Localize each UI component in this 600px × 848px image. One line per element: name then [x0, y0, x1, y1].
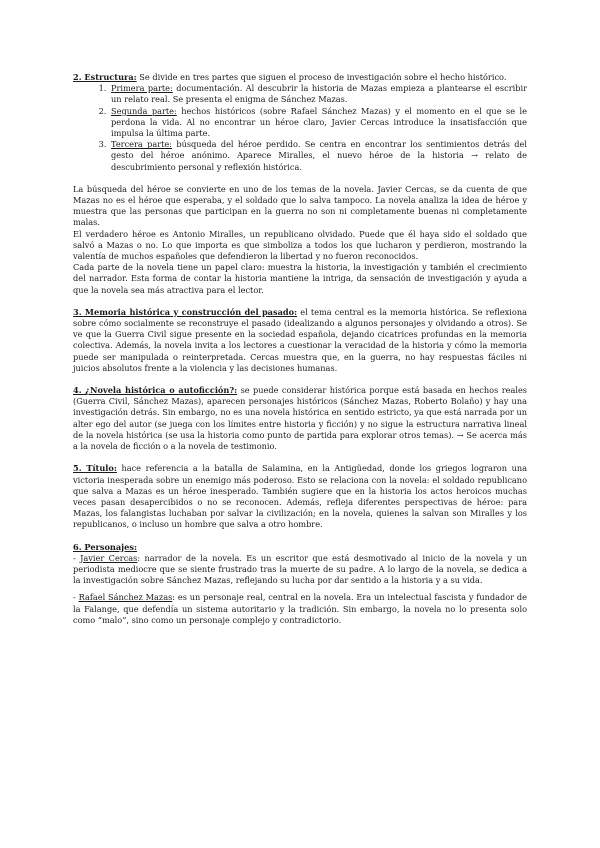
section-2-intro-text: Se divide en tres partes que siguen el proceso de investigación sobre el hecho histórico. — [136, 72, 507, 82]
paragraph: Cada parte de la novela tiene un papel claro: muestra la historia, la investigación y también el crecimiento del narrador. Esta forma de contar la historia mantiene la intriga, da sensación de investigación y ayuda a que la novela sea más atractiva para el lector. — [73, 262, 527, 295]
character-name: Javier Cercas — [80, 552, 138, 563]
section-3-heading: 3. Memoria histórica y construcción del pasado: — [73, 306, 298, 317]
list-item-label: Primera parte: — [111, 83, 173, 94]
section-2-list — [73, 83, 527, 173]
section-4 — [73, 385, 527, 452]
paragraph: La búsqueda del héroe se convierte en uno de los temas de la novela. Javier Cercas, se da cuenta de que Mazas no es el héroe que esperaba, y el soldado que lo salva tampoco. La novela analiza la idea de héroe y muestra que las personas que participan en la guerra no son ni completamente buenas ni completamente malas. — [73, 183, 527, 228]
character-text: : es un personaje real, central en la novela. Era un intelectual fascista y fundador de la Falange, que defendía un sistema autoritario y la tradición. Sin embargo, la novela no lo presenta solo como “malo”, sino como un personaje complejo y contradictorio. — [73, 592, 527, 625]
section-5 — [73, 463, 527, 530]
list-item-label: Segunda parte: — [111, 105, 177, 116]
list-item-label: Tercera parte: — [111, 139, 173, 150]
list-item-text: búsqueda del héroe perdido. Se centra en encontrar los sentimientos detrás del gesto del héroe anónimo. Aparece Miralles, el nuevo héroe de la historia → relato de descubrimiento personal y reflexión histórica. — [111, 139, 528, 172]
paragraph: El verdadero héroe es Antonio Miralles, un republicano olvidado. Puede que él haya sido el soldado que salvó a Mazas o no. Lo que importa es que simboliza a todos los que lucharon y perdieron, mostrando la valentía de muchos españoles que defendieron la libertad y no fueron reconocidos. — [73, 228, 527, 262]
section-4-text: se puede considerar histórica porque está basada en hechos reales (Guerra Civil, Sánchez Mazas), aparecen personajes históricos (Sánchez Mazas, Roberto Bolaño) y hay una investigación detrás. Sin embargo, no es una novela histórica en sentido estricto, ya que está narrada por un alter ego del autor (se juega con los límites entre historia y ficción) y no sigue la estructura narrativa lineal de la novela histórica (se usa la historia como punto de partida para explorar otros temas). → Se acerca más a la novela de ficción o a la novela de testimonio. — [73, 385, 527, 452]
character-dash: - — [73, 552, 81, 563]
section-4-heading: 4. ¿Novela histórica o autoficción?: — [73, 385, 238, 396]
section-6-heading: 6. Personajes: — [73, 541, 137, 552]
character-text: : narrador de la novela. Es un escritor que está desmotivado al inicio de la novela y un periodista mediocre que se siente frustrado tras la muerte de su padre. A lo largo de la novela, se dedica a la investigación sobre Sánchez Mazas, reflejando su lucha por dar sentido a la historia y a su vida. — [73, 552, 527, 586]
section-5-heading: 5. Título: — [73, 463, 117, 474]
section-5-text: hace referencia a la batalla de Salamina, en la Antigüedad, donde los griegos lograron una victoria inesperada sobre un enemigo más poderoso. Esto se relaciona con la novela: el soldado republicano que salva a Mazas es un héroe inesperado. También sugiere que en la historia los actos heroicos muchas veces pasan desapercibidos o no se reconocen. Además, refleja diferentes perspectivas de héroe: para Mazas, los falangistas luchaban por salvar la civilización; en la novela, quienes la salvan son Miralles y los republicanos, o incluso un hombre que salva a otro hombre. — [73, 463, 527, 530]
list-item-text: documentación. Al descubrir la historia de Mazas empieza a plantearse el escribir un relato real. Se presenta el enigma de Sánchez Mazas. — [111, 83, 527, 105]
character-name: Rafael Sánchez Mazas — [78, 592, 173, 603]
section-3-text: el tema central es la memoria histórica. Se reflexiona sobre cómo socialmente se reconstruye el pasado (idealizando a algunos personajes y olvidando a otros). Se ve que la Guerra Civil sigue presente en la sociedad española, dejando cicatrices profundas en la memoria colectiva. Además, la novela invita a los lectores a cuestionar la veracidad de la historia y cómo la memoria puede ser manipulada o reinterpretada. Cercas muestra que, en la guerra, no hay respuestas fáciles ni juicios absolutos frente a la violencia y las decisiones humanas. — [73, 306, 527, 373]
section-2-heading: 2. Estructura: — [73, 72, 137, 82]
list-item — [109, 106, 527, 140]
character-dash: - — [73, 592, 79, 603]
section-6-heading-line — [73, 542, 527, 553]
list-item-text: hechos históricos (sobre Rafael Sánchez Mazas) y el momento en el que se le perdona la vida. Al no encontrar un héroe claro, Javier Cercas introduce la insatisfacción que impulsa la última parte. — [111, 105, 528, 139]
character-entry — [73, 592, 527, 626]
section-3 — [73, 307, 527, 374]
list-item — [109, 139, 527, 173]
character-entry — [73, 553, 527, 587]
list-item — [109, 83, 527, 105]
section-2-intro — [73, 72, 527, 83]
